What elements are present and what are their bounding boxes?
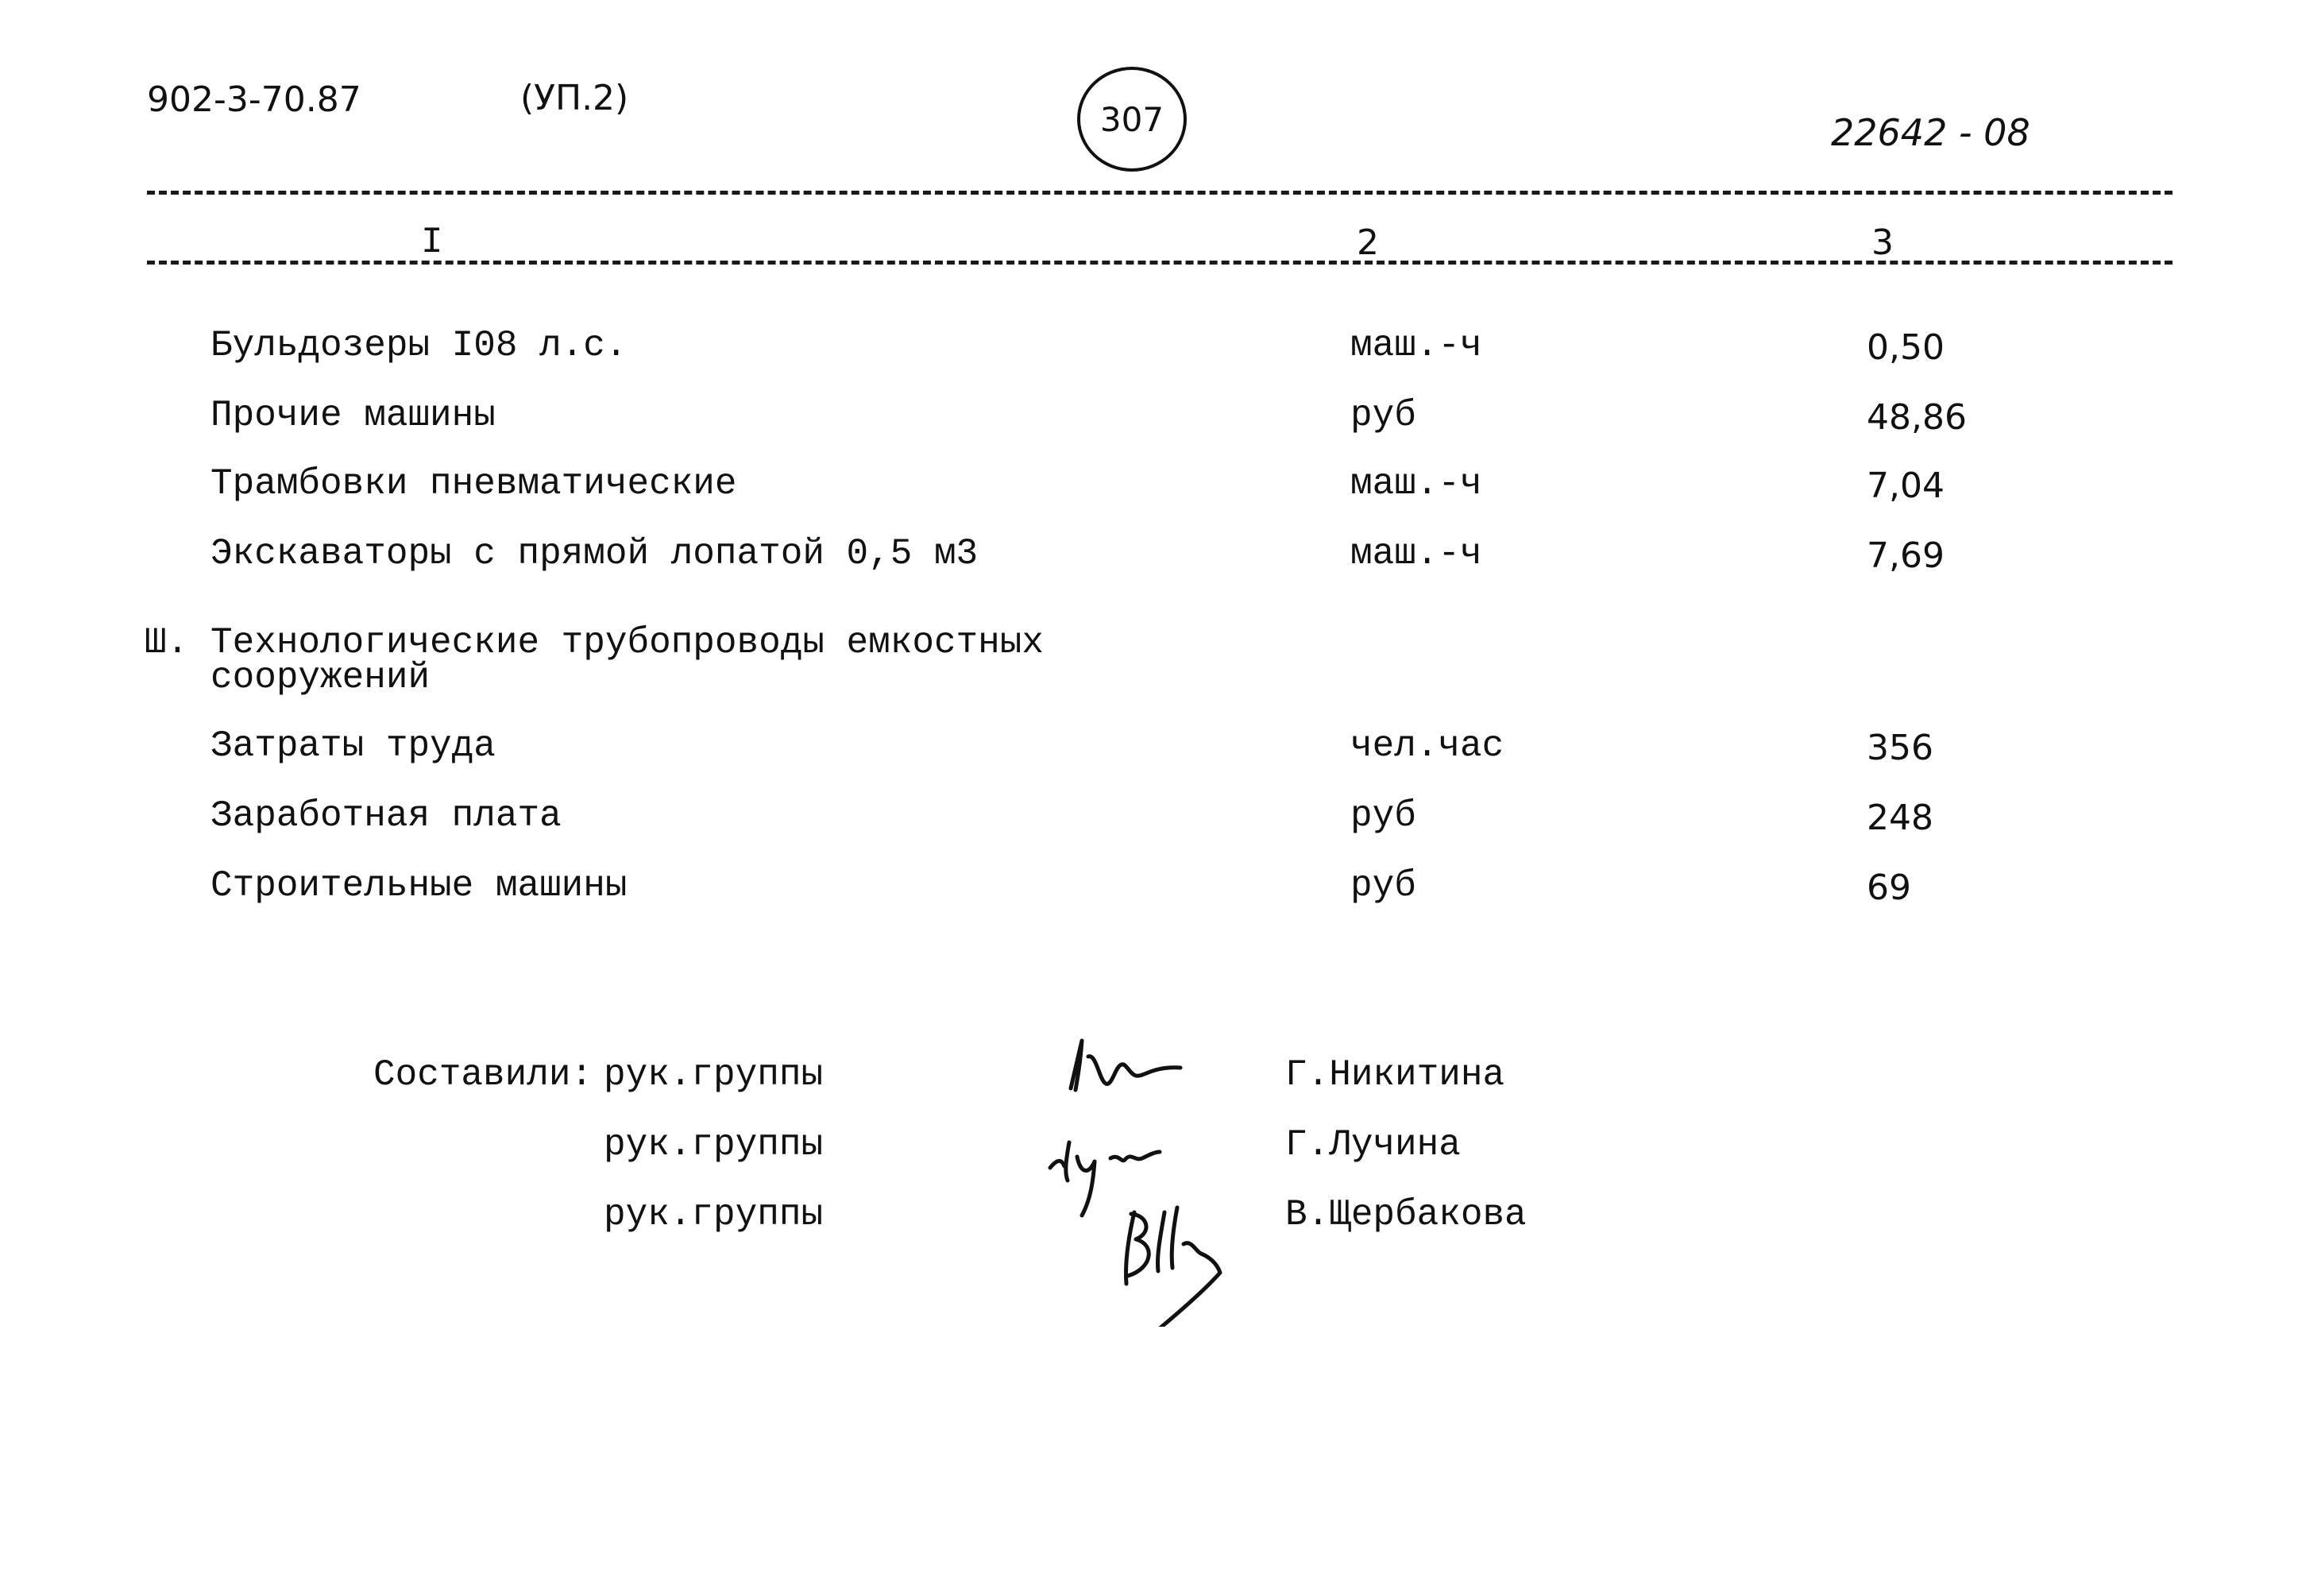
- row-value: 69: [1867, 868, 1911, 908]
- signature-3-stroke: [1126, 1208, 1220, 1327]
- signature-role: рук.группы: [604, 1194, 824, 1235]
- row-name: Трамбовки пневматические: [210, 463, 737, 504]
- table-header-rule: [147, 261, 2172, 265]
- table-row: [0, 327, 2298, 375]
- row-value: 7,04: [1867, 466, 1945, 506]
- row-value: 48,86: [1867, 397, 1967, 438]
- signature-2-stroke: [1050, 1142, 1160, 1215]
- document-code: 902-3-70.87: [147, 79, 361, 120]
- table-row: [0, 725, 2298, 775]
- column-header-2: 2: [1357, 222, 1379, 263]
- row-name: Строительные машины: [210, 865, 628, 906]
- row-name: Бульдозеры I08 л.с.: [210, 325, 628, 366]
- row-name: Экскаваторы с прямой лопатой 0,5 м3: [210, 533, 979, 574]
- signature-role: рук.группы: [604, 1054, 824, 1096]
- row-value: 248: [1867, 798, 1933, 838]
- table-row: [0, 463, 2298, 513]
- page-number: 307: [1099, 99, 1164, 139]
- table-row: [0, 535, 2298, 583]
- handwritten-signatures: [1033, 1025, 1295, 1327]
- signatory-name: Г.Лучина: [1285, 1124, 1461, 1165]
- row-unit: маш.-ч: [1350, 325, 1482, 366]
- row-name: Затраты труда: [210, 725, 496, 767]
- table-top-rule: [147, 191, 2172, 195]
- section-title-line2: сооружений: [210, 657, 431, 698]
- row-value: 0,50: [1867, 327, 1945, 368]
- signatory-name: Г.Никитина: [1285, 1054, 1505, 1096]
- page-number-circle: [1077, 67, 1187, 172]
- signature-1-stroke: [1071, 1041, 1180, 1090]
- archive-number: 22642 - 08: [1831, 111, 2030, 154]
- signatory-name: В.Щербакова: [1285, 1194, 1527, 1235]
- section-title-line1: Технологические трубопроводы емкостных: [210, 622, 1044, 663]
- row-unit: чел.час: [1350, 725, 1504, 767]
- row-unit: руб: [1350, 795, 1416, 837]
- row-unit: руб: [1350, 865, 1416, 906]
- row-value: 7,69: [1867, 535, 1945, 576]
- column-header-3: 3: [1871, 222, 1894, 263]
- table-row: [0, 865, 2298, 915]
- row-value: 356: [1867, 728, 1933, 768]
- row-name: Прочие машины: [210, 395, 496, 436]
- row-unit: маш.-ч: [1350, 533, 1482, 574]
- table-row: [0, 397, 2298, 445]
- column-header-1: I: [421, 222, 443, 263]
- album-label: (УП.2): [520, 78, 629, 118]
- row-name: Заработная плата: [210, 795, 562, 837]
- section-number: Ш.: [145, 622, 189, 663]
- signatures-label: Составили:: [373, 1054, 593, 1096]
- table-row: [0, 795, 2298, 845]
- row-unit: маш.-ч: [1350, 463, 1482, 504]
- signature-role: рук.группы: [604, 1124, 824, 1165]
- row-unit: руб: [1350, 395, 1416, 436]
